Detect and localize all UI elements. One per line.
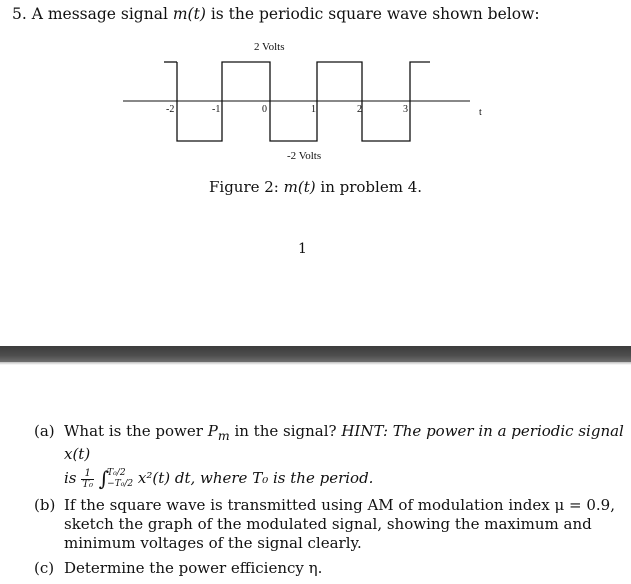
part-b-label: (b) bbox=[34, 496, 56, 514]
question-signal: m(t) bbox=[172, 5, 206, 23]
part-a-subscript: m bbox=[217, 428, 230, 443]
part-a bbox=[34, 422, 624, 490]
caption-signal: m(t) bbox=[283, 178, 316, 196]
tick-label-minus-2: -2 bbox=[166, 104, 175, 115]
question-number: 5. bbox=[12, 5, 27, 23]
tick-label-0: 0 bbox=[262, 104, 267, 115]
part-a-hint: HINT: The power in a periodic signal x(t) bbox=[64, 422, 624, 463]
part-a-text-1: What is the power bbox=[64, 422, 203, 440]
figure-caption bbox=[0, 178, 631, 196]
tick-label-1: 1 bbox=[311, 104, 316, 115]
tick-label-2: 2 bbox=[357, 104, 362, 115]
caption-prefix: Figure 2: bbox=[208, 178, 279, 196]
page-separator-shadow bbox=[0, 362, 631, 365]
page-separator bbox=[0, 346, 631, 362]
square-wave-figure bbox=[0, 0, 631, 180]
part-c-text: Determine the power efficiency η. bbox=[64, 559, 323, 577]
axis-label-t: t bbox=[479, 107, 482, 118]
fraction-denominator: T₀ bbox=[82, 478, 93, 490]
part-a-hint-is: is bbox=[64, 469, 77, 487]
fraction-numerator: 1 bbox=[81, 469, 94, 480]
part-c-label: (c) bbox=[34, 559, 55, 577]
part-a-label: (a) bbox=[34, 422, 55, 440]
part-a-formula bbox=[64, 468, 624, 490]
integral-lower-limit: −T₀/2 bbox=[107, 479, 134, 489]
part-b bbox=[34, 496, 624, 553]
integral-upper-limit: T₀/2 bbox=[107, 468, 126, 478]
bottom-voltage-label: -2 Volts bbox=[287, 150, 322, 162]
tick-label-3: 3 bbox=[403, 104, 408, 115]
integral-limits bbox=[107, 468, 133, 490]
tick-label-minus-1: -1 bbox=[212, 104, 221, 115]
part-a-symbol: P bbox=[207, 422, 218, 440]
question-parts bbox=[34, 422, 624, 584]
top-voltage-label: 2 Volts bbox=[254, 41, 285, 53]
part-c bbox=[34, 559, 624, 578]
caption-suffix: in problem 4. bbox=[320, 178, 423, 196]
part-b-text: If the square wave is transmitted using AM of modulation index μ = 0.9, sketch the graph of the modulated signal, showing the maximum and minimum voltages of the signal clearly. bbox=[64, 496, 615, 552]
part-a-text-2: in the signal? bbox=[234, 422, 337, 440]
integral-sign: ∫ bbox=[98, 466, 110, 491]
part-a-integrand: x²(t) dt, where T₀ is the period. bbox=[137, 469, 374, 487]
part-a-fraction bbox=[81, 469, 94, 490]
question-text-before: A message signal bbox=[31, 5, 168, 23]
page-number: 1 bbox=[298, 241, 307, 257]
question-text-after: is the periodic square wave shown below: bbox=[210, 5, 540, 23]
